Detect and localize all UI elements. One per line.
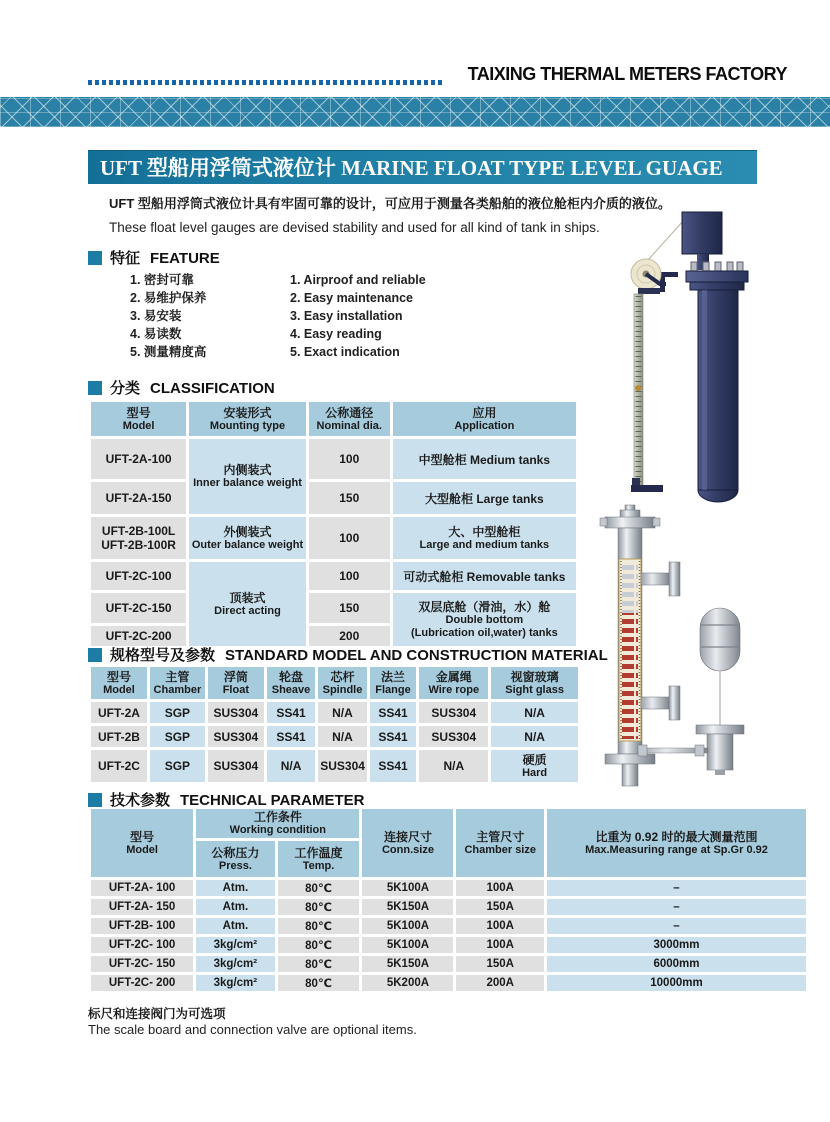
wire-rope [648,220,684,260]
table-row [91,937,806,953]
section-title-en: CLASSIFICATION [150,380,275,397]
sheave-assembly [631,259,678,292]
table-cell: UFT-2A-150 [91,482,186,514]
col-header-working-condition: 工作条件 Working condition [196,809,359,838]
list-item: 3. 易安装 [130,309,182,323]
classification-table [88,399,579,649]
technical-parameter-table [88,806,809,994]
table-cell: 大型舱柜 Large tanks [393,482,576,514]
section-title-technical [88,789,365,809]
table-cell: 10000mm [547,975,806,991]
col-header-model: 型号 Model [91,667,147,699]
col-header-flange: 法兰 Flange [370,667,417,699]
square-bullet-icon [88,793,102,807]
factory-name: TAIXING THERMAL METERS FACTORY [467,64,787,84]
table-cell: 100 [309,562,390,590]
col-header-model: 型号 Model [91,402,186,436]
float [700,608,740,671]
table-cell: 100A [456,880,544,896]
table-row [91,899,806,915]
section-title-zh: 分类 [110,380,141,397]
section-title-standard [88,644,608,664]
section-title-en: STANDARD MODEL AND CONSTRUCTION MATERIAL [225,647,608,664]
col-header-float: 浮筒 Float [208,667,264,699]
table-row [91,482,576,514]
table-cell: Atm. [196,918,274,934]
table-cell: N/A [491,726,578,747]
table-cell: N/A [318,726,366,747]
col-header-sight-glass: 视窗玻璃 Sight glass [491,667,578,699]
table-cell: UFT-2C-200 [91,626,186,646]
table-row [91,593,576,623]
table-cell: 80℃ [278,975,360,991]
bottom-flange [605,754,655,764]
table-cell: 5K150A [362,899,453,915]
table-cell: 3kg/cm² [196,975,274,991]
table-cell: 100A [456,918,544,934]
table-cell: 3kg/cm² [196,937,274,953]
list-item: 4. Easy reading [290,327,382,341]
table-row [91,517,576,559]
footnote-en: The scale board and connection valve are optional items. [88,1022,417,1037]
table-cell: SS41 [370,726,417,747]
process-connection-upper [641,562,680,596]
feature-list-zh [130,272,206,362]
table-cell: SUS304 [318,750,366,782]
col-header-application: 应用 Application [393,402,576,436]
table-cell: 150 [309,482,390,514]
table-cell: 150A [456,956,544,972]
table-cell: 顶装式 Direct acting [189,562,306,646]
table-cell: 5K150A [362,956,453,972]
top-flange [605,517,655,528]
square-bullet-icon [88,251,102,265]
table-cell: 5K200A [362,975,453,991]
table-cell: UFT-2C-150 [91,593,186,623]
table-cell: 100 [309,517,390,559]
table-cell: 5K100A [362,937,453,953]
table-cell: SGP [150,750,205,782]
col-header-conn-size: 连接尺寸 Conn.size [362,809,453,877]
list-item: 2. Easy maintenance [290,291,413,305]
section-title-feature [88,247,220,267]
col-header-chamber-size: 主管尺寸 Chamber size [456,809,544,877]
table-row [91,918,806,934]
list-item: 1. 密封可靠 [130,273,194,287]
table-cell: – [547,899,806,915]
table-cell: 200A [456,975,544,991]
col-header-mounting: 安装形式 Mounting type [189,402,306,436]
table-cell: UFT-2C [91,750,147,782]
intro-paragraph [109,193,679,235]
table-row [91,880,806,896]
table-header-row [91,402,576,436]
table-cell: UFT-2A-100 [91,439,186,479]
list-item: 4. 易读数 [130,327,182,341]
table-cell: UFT-2C-100 [91,562,186,590]
table-cell: SGP [150,702,205,723]
intro-en: These float level gauges are devised stability and used for all kind of tank in ships. [109,220,600,235]
table-cell: N/A [267,750,315,782]
table-cell: 内侧装式 Inner balance weight [189,439,306,514]
table-cell: N/A [318,702,366,723]
table-cell: 硬质 Hard [491,750,578,782]
table-cell: 80℃ [278,899,360,915]
list-item: 5. 测量精度高 [130,345,207,359]
table-cell: 中型舱柜 Medium tanks [393,439,576,479]
page-header [88,62,787,92]
table-cell: UFT-2B [91,726,147,747]
section-title-zh: 规格型号及参数 [110,647,216,664]
product-title-banner: UFT 型船用浮筒式液位计 MARINE FLOAT TYPE LEVEL GUAGE [88,150,757,184]
table-cell: 100A [456,937,544,953]
table-cell: UFT-2C- 200 [91,975,193,991]
table-row [91,726,578,747]
table-cell: SS41 [267,726,315,747]
table-cell: SGP [150,726,205,747]
intro-zh: UFT 型船用浮筒式液位计具有牢固可靠的设计，可应用于测量各类船舶的液位舱柜内介质的液位。 [109,196,671,211]
col-header-chamber: 主管 Chamber [150,667,205,699]
table-header-row [91,667,578,699]
table-cell: 5K100A [362,880,453,896]
table-cell: 6000mm [547,956,806,972]
table-cell: UFT-2C- 100 [91,937,193,953]
table-cell: UFT-2B-100L UFT-2B-100R [91,517,186,559]
table-cell: 80℃ [278,937,360,953]
table-row [91,956,806,972]
table-cell: 大、中型舱柜 Large and medium tanks [393,517,576,559]
materials-table [88,664,581,785]
table-cell: UFT-2C- 150 [91,956,193,972]
table-cell: UFT-2B- 100 [91,918,193,934]
tube-highlight [702,290,707,490]
table-row [91,439,576,479]
col-header-dia: 公称通径 Nominal dia. [309,402,390,436]
table-cell: Atm. [196,880,274,896]
square-bullet-icon [88,381,102,395]
table-cell: 80℃ [278,880,360,896]
table-cell: 100 [309,439,390,479]
table-cell: SS41 [370,750,417,782]
scale-knob [635,385,641,391]
list-item: 2. 易维护保养 [130,291,207,305]
table-cell: SUS304 [208,726,264,747]
table-cell: 150 [309,593,390,623]
footnote-zh: 标尺和连接阀门为可选项 [88,1007,226,1021]
table-cell: SUS304 [419,726,488,747]
table-cell: 3kg/cm² [196,956,274,972]
table-cell: SUS304 [208,702,264,723]
section-title-zh: 技术参数 [110,792,171,809]
table-cell: N/A [419,750,488,782]
table-cell: SS41 [370,702,417,723]
product-photo-balance-weight-gauge [598,196,788,526]
table-cell: N/A [491,702,578,723]
section-title-en: TECHNICAL PARAMETER [180,792,365,809]
table-cell: UFT-2A- 150 [91,899,193,915]
col-header-temp: 工作温度 Temp. [278,841,360,877]
process-connection-lower [641,686,680,720]
table-cell: 3000mm [547,937,806,953]
table-cell: Atm. [196,899,274,915]
table-cell: 双层底舱（滑油，水）舱 Double bottom (Lubrication oil,water) tanks [393,593,576,646]
table-row [91,750,578,782]
section-title-zh: 特征 [110,250,141,267]
table-cell: 80℃ [278,918,360,934]
col-header-sheave: 轮盘 Sheave [267,667,315,699]
table-row [91,702,578,723]
table-cell: SUS304 [208,750,264,782]
section-title-en: FEATURE [150,250,220,267]
table-cell: UFT-2A [91,702,147,723]
table-row [91,975,806,991]
scale-board [631,288,663,492]
product-photo-direct-acting-gauge [595,501,795,791]
drain-stub [622,764,638,786]
list-item: 5. Exact indication [290,345,400,359]
col-header-press: 公称压力 Press. [196,841,274,877]
table-cell: 可动式舱柜 Removable tanks [393,562,576,590]
list-item: 3. Easy installation [290,309,403,323]
feature-list-en [290,272,426,362]
col-header-wire-rope: 金属绳 Wire rope [419,667,488,699]
table-cell: SS41 [267,702,315,723]
square-bullet-icon [88,648,102,662]
dotted-divider [88,80,445,85]
section-title-classification [88,377,275,397]
lattice-band [0,97,830,127]
list-item: 1. Airproof and reliable [290,273,426,287]
table-cell: UFT-2A- 100 [91,880,193,896]
table-cell: 外侧装式 Outer balance weight [189,517,306,559]
table-cell: 200 [309,626,390,646]
table-cell: 5K100A [362,918,453,934]
table-row [91,562,576,590]
table-cell: – [547,918,806,934]
top-flange [686,271,748,282]
table-cell: – [547,880,806,896]
table-cell: 150A [456,899,544,915]
scale-foot [631,485,663,492]
col-header-max-range: 比重为 0.92 时的最大测量范围 Max.Measuring range at Sp.Gr 0.92 [547,809,806,877]
table-cell: SUS304 [419,702,488,723]
col-header-spindle: 芯杆 Spindle [318,667,366,699]
flange-neck [690,282,744,290]
gauge-head-box [682,212,722,254]
table-cell: 80℃ [278,956,360,972]
indicator-strip [619,559,641,741]
col-header-model: 型号 Model [91,809,193,877]
table-header-row [91,809,806,838]
